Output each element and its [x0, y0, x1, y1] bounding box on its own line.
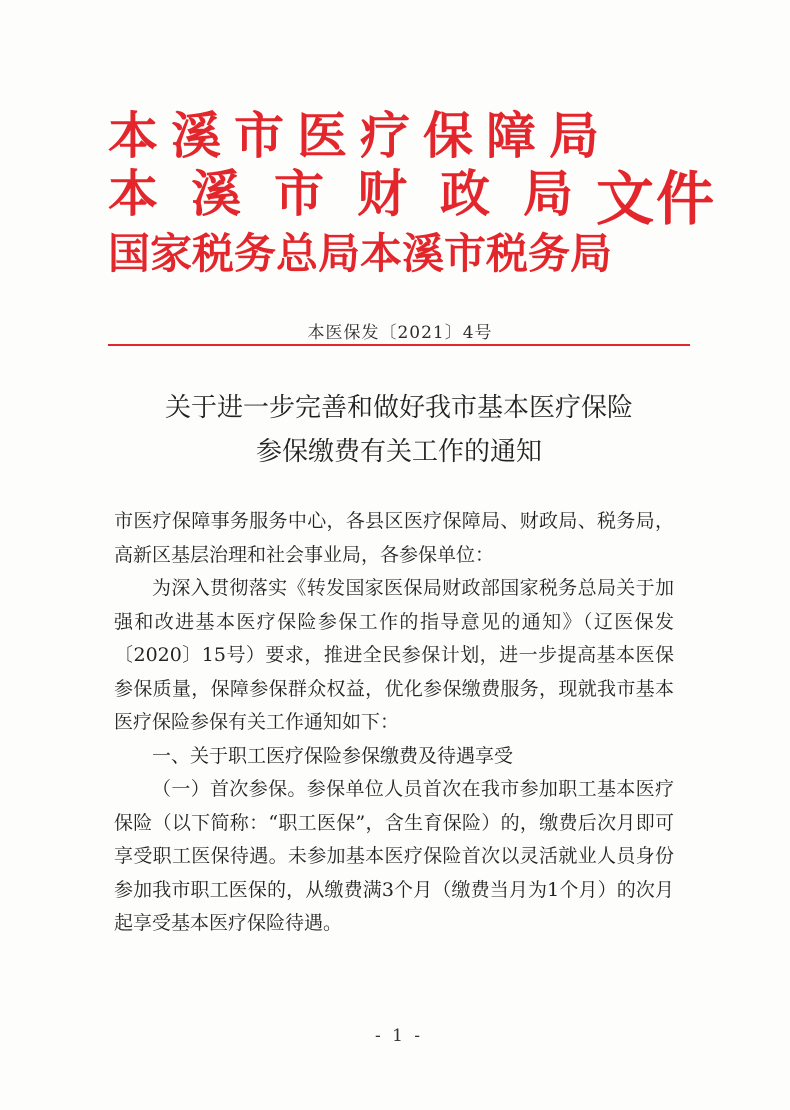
- notice-title-line-1: 关于进一步完善和做好我市基本医疗保险: [164, 393, 633, 423]
- document-type-label: 文件: [596, 165, 717, 233]
- document-body: [114, 505, 674, 941]
- document-number: 本医保发〔2021〕4号: [307, 323, 493, 343]
- section-1-paragraph-1: （一）首次参保。参保单位人员首次在我市参加职工基本医疗保险（以下简称：“职工医保”，含生育保险）的，缴费后次月即可享受职工医保待遇。未参加基本医疗保险首次以灵活就业人员身份参加我市职工医保的，从缴费满3个月（缴费当月为1个月）的次月起享受基本医疗保险待遇。: [114, 778, 674, 934]
- intro-paragraph: 为深入贯彻落实《转发国家医保局财政部国家税务总局关于加强和改进基本医疗保险参保工作的指导意见的通知》（辽医保发〔2020〕15号）要求，推进全民参保计划，进一步提高基本医保参保质量，保障参保群众权益，优化参保缴费服务，现就我市基本医疗保险参保有关工作通知如下：: [114, 577, 674, 733]
- issuer-medical-security-bureau: 本溪市医疗保障局: [108, 107, 612, 165]
- section-heading-1: 一、关于职工医疗保险参保缴费及待遇享受: [152, 744, 514, 767]
- issuer-finance-bureau: 本溪市财政局: [108, 165, 606, 223]
- notice-title: [0, 386, 790, 474]
- notice-title-line-2: 参保缴费有关工作的通知: [255, 437, 542, 467]
- header-red-divider: [108, 344, 690, 346]
- page-number: - 1 -: [374, 1026, 424, 1046]
- issuer-tax-bureau: 国家税务总局本溪市税务局: [108, 229, 613, 278]
- addressee-paragraph: 市医疗保障事务服务中心，各县区医疗保障局、财政局、税务局，高新区基层治理和社会事业局，各参保单位：: [114, 510, 674, 566]
